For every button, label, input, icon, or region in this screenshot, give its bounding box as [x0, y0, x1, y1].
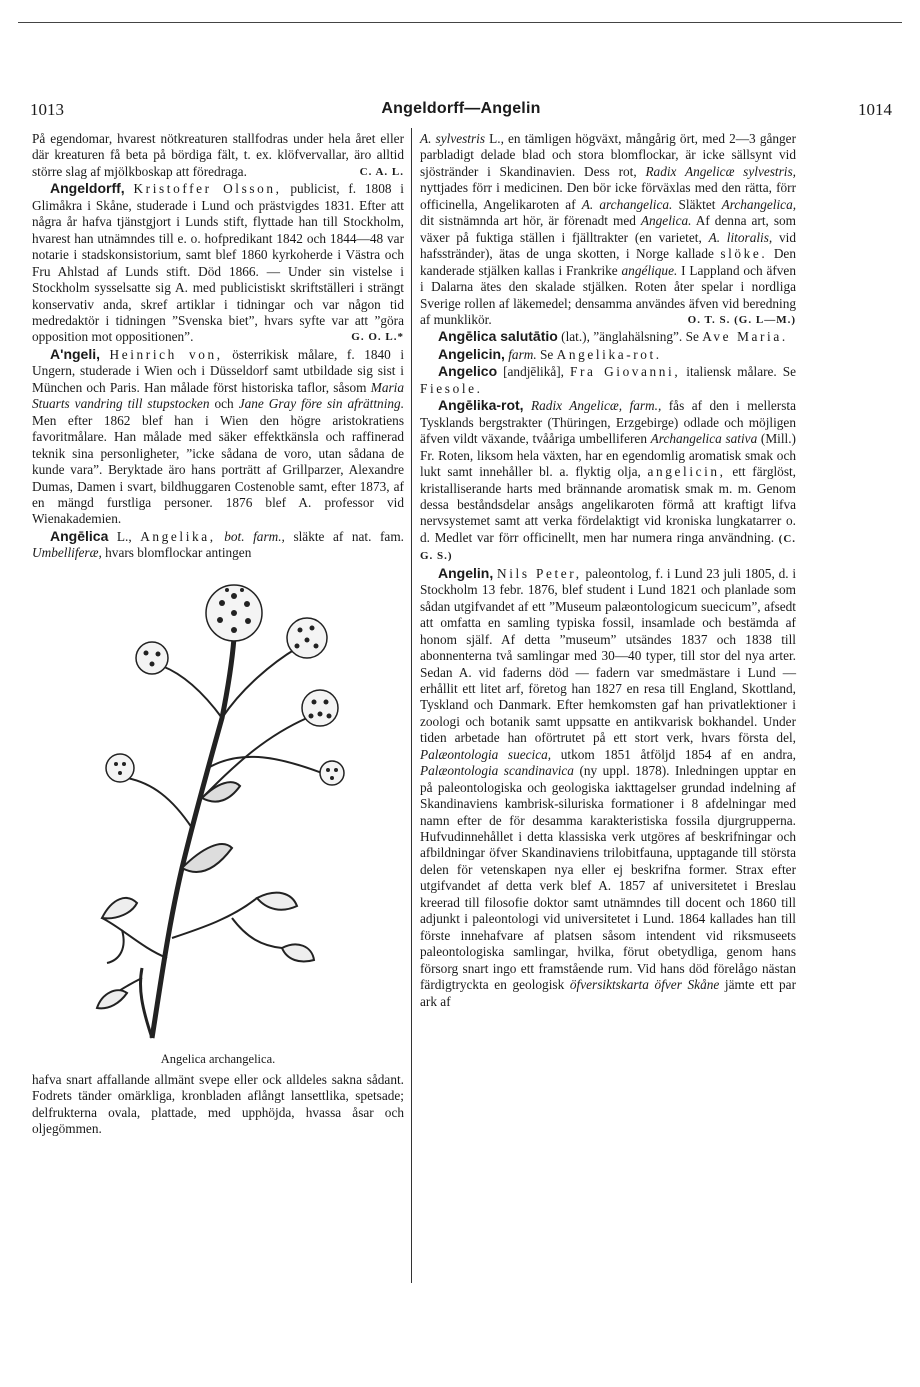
- entry-angelicin: [420, 346, 796, 363]
- entry-text: och: [214, 396, 234, 412]
- drug-name: Radix Angelicæ, farm.,: [531, 398, 662, 414]
- entry-text: dit sistnämnda art hör, är förenadt med: [420, 213, 636, 229]
- entry-text: L., en tämligen högväxt, mångårig ört, med 2—3 gånger parbladigt delade blad och stora blomflockar, är icke sällsynt vid sjöstränder i Skandinavien. Dess rot,: [420, 131, 796, 179]
- entry-text: hvars blomflockar antingen: [105, 545, 252, 561]
- entry-sylvestris: [420, 131, 796, 328]
- work-title: Palæontologia scandinavica: [420, 763, 574, 779]
- entry-angelica: [32, 528, 404, 562]
- entry-text: (Mill.) Fr. Roten, liksom hela växten, har en egendomlig aromatisk smak och lukt samt innehåller bl. a. flyktig olja,: [420, 431, 796, 480]
- entry-text: publicist, f. 1808 i Glimåkra i Skåne, studerade i Lund och prästvigdes 1831. Efter att några år hafva tjänstgjort i Lunds stift, flyttade han till Stockholm, hvarest han utnämndes till e. o. hofpredikant 1842 och 1844—48 var notarie i stadskonsistorium, samt blef 1860 kyrkoherde i Västra och Fru Ahlstad af Lunds stift. Död 1866. — Under sin vistelse i Stockholm sysselsatte sig A. med publicistiskt skriftställeri i strängt konservativ anda, skref artiklar i tidningar och var någon tid medredaktör i tidningen ”Svenska biet”, hvars syfte var att ”göra opposition mot oppositionen”.: [32, 181, 405, 345]
- term-spaced: angelicin,: [647, 464, 726, 480]
- entry-text: fås af den i mellersta Tysklands bergstrakter (Thüringen, Erzgebirge) odlade och möjligen äfven vildt växande, tvååriga umbelliferen: [420, 398, 796, 447]
- person-name: Fra Giovanni,: [569, 364, 681, 380]
- person-name: Nils Peter,: [497, 565, 582, 581]
- entry-text: österrikisk målare, f. 1840 i Ungern, studerade i Wien och i Düsseldorf samt utbildade sig sist i München och Paris. Han målade först historiska taflor, såsom: [32, 346, 405, 395]
- entry-text: L.,: [116, 528, 132, 544]
- field-abbrev: bot. farm.,: [224, 528, 285, 544]
- headword: Angelin,: [438, 564, 494, 581]
- plant-illustration: [32, 568, 404, 1068]
- work-title: öfversiktskarta öfver Skåne: [569, 977, 720, 993]
- top-rule: [18, 22, 902, 23]
- entry-angeldorff: [32, 180, 404, 346]
- field-abbrev: farm.: [508, 346, 537, 362]
- work-title: Palæontologia suecica,: [420, 746, 552, 762]
- entry-angelin: [420, 565, 796, 1010]
- right-column: [420, 131, 796, 1010]
- headword: Angēlica: [50, 527, 109, 544]
- entry-text: paleontolog, f. i Lund 23 juli 1805, d. i Stockholm 13 febr. 1876, blef student i Lund 1821 och planlade som sådan utgifvandet af ett ”Museum palæontologicum suecicum”, afsedt att omfatta en samling typiska fossil, insamlade och bestämda af honom själf. Af detta ”museum” utsändes 1837 och 1838 till abonnenterna två samlingar med 30—40 typer, till stor del nya arter. Sedan A. vid faderns död — fadern var smedmästare i Lund — erhållit ett litet arf, företog han 1827 en resa till England, Skottland, Tyskland och Danmark. Efter hemkomsten gaf han privatlektioner i zoologi och botanik samt uppsatte en antikvarisk bokhandel. Under tiden arbetade han oförtrutet på ett stort verk, hvars första del,: [420, 565, 797, 746]
- entry-signature: O. T. S. (G. L—M.): [687, 313, 796, 326]
- entry-text: (lat.), ”änglahälsning”. Se: [561, 329, 699, 345]
- entry-signature: C. A. L.: [359, 165, 404, 178]
- angelica-archangelica-drawing: [82, 568, 362, 1046]
- entry-angelica-continued: hafva snart affallande allmänt svepe eller ock alldeles sakna sådant. Fodrets tänder omärkliga, kronbladen aflångt lansettlika, spetsade; delfrukterna ovala, plattade, med upphöjda, hvassa åsar och oljegömmen.: [32, 1071, 404, 1137]
- entry-angeli: [32, 346, 404, 528]
- entry-salutatio: [420, 328, 796, 345]
- entry-text: Den kanderade stjälken kallas i Frankrike: [420, 246, 796, 278]
- term-spaced: Angelika,: [140, 528, 216, 544]
- figure-caption: Angelica archangelica.: [160, 1052, 276, 1067]
- entry-text: Af denna art, som växer på fuktiga ställen i fjälltrakter (en varietet,: [420, 213, 796, 245]
- entry-angelico: [420, 363, 796, 397]
- headword: Angēlika-rot,: [438, 397, 524, 414]
- entry-text: (ny uppl. 1878). Inledningen upptar en på paleontologiska och geologiska iakttagelser grundad indelning af Skandinaviens kambrisk-siluriska formationer i 8 afdelningar med namn efter de för desamma karakteristiska fossila djurgrupperna. Hufvudinnehållet i detta klassiska verk utgöres af beskrifningar och afbildningar öfver Skandinaviens trilobitfauna, upptagande till största delen för vetenskapen nya eller ej beskrifna former. Strax efter utgifvandet af detta verk blef A. 1857 af universitetet i Breslau kreerad till filosofie doktor samt utnämndes till docent och 1860 till adjunkt i paleontologi vid universitetet i Lund. 1864 kallades han till förste innehafvare af platsen såsom intendent vid riksmuseets paleontologiska samlingar, hvilka, förut obetydliga, genom hans försorg snart ingo ett framstående rum. Vid hans död förelågo nästan färdigtryckta en geologisk: [420, 763, 797, 993]
- species-name: A. archangelica.: [581, 196, 673, 212]
- drug-name: Radix Angelicæ sylvestris,: [645, 163, 796, 179]
- entry-angelika-rot: [420, 397, 796, 565]
- headword: Angelicin,: [438, 345, 505, 362]
- entry-text: På egendomar, hvarest nötkreaturen stallfodras under hela året eller där kreaturen få beta på bördiga fält, t. ex. klöfvervallar, äro alltid större slag af mjölkboskap att föredraga.: [32, 131, 404, 179]
- species-name: Archangelica sativa: [650, 431, 758, 447]
- left-column: [32, 131, 404, 1138]
- person-name: Heinrich von,: [109, 346, 223, 362]
- entry-text: italiensk målare. Se: [686, 364, 797, 380]
- headword: Angēlica salutātio: [438, 328, 558, 345]
- work-title: Maria Stuarts vandring till stupstocken: [32, 379, 404, 412]
- term-spaced: slöke.: [720, 246, 768, 262]
- french-term: angélique.: [621, 262, 678, 278]
- entry-text: ett färglöst, kristalliserande harts med brännande aromatisk smak m. m. Genom dessa beståndsdelar ansågs angelikaroten förmå att kraftigt lifva nervsystemet samt att verka fördelaktigt vid kroniska lungkatarrer o. d. Medlet var förr officinellt, men har numera ringa användning.: [420, 464, 797, 545]
- species-name: A. sylvestris: [420, 131, 486, 146]
- headword: Angelico: [438, 363, 498, 380]
- page-number-left: 1013: [30, 100, 64, 119]
- variety-name: A. litoralis,: [708, 229, 773, 245]
- genus-name: Archangelica,: [721, 196, 797, 212]
- pronunciation: [andjēlikå],: [503, 364, 565, 380]
- headword: Angeldorff,: [50, 180, 125, 197]
- cross-reference: Ave Maria.: [702, 329, 788, 345]
- entry-signature: (C. G. S.): [420, 532, 797, 563]
- entry-text: nyttjades förr i medicinen. Den bör icke förväxlas med den rätta, förr officinella, Angelikaroten af: [420, 180, 796, 212]
- page-header: [30, 100, 892, 124]
- running-title: Angeldorff—Angelin: [381, 100, 541, 117]
- entry-continuation: [32, 131, 404, 180]
- entry-text: Släktet: [678, 196, 716, 212]
- column-divider: [411, 128, 412, 1283]
- work-title: Jane Gray före sin afrättning.: [238, 396, 405, 412]
- entry-text: I Lappland och äfven i Dalarna ätes den skalade stjälken. Roten åter spelar i nordliga Sverige rollen af läkemedel; densamma användes äfven vid beredning af munklikör.: [420, 262, 796, 327]
- page-number-right: 1014: [858, 100, 892, 119]
- entry-text: släkte af nat. fam.: [293, 528, 404, 544]
- entry-text: utkom 1851 åtföljd 1854 af en andra,: [560, 746, 797, 762]
- genus-name: Angelica.: [640, 213, 692, 229]
- family-name: Umbelliferæ,: [32, 545, 102, 561]
- entry-text: vid hafsstränder), ätas de unga skotten, i Norge kallade: [420, 229, 797, 262]
- entry-text: Se: [540, 346, 554, 362]
- entry-text: Men efter 1862 blef han i Wien den högre aristokratiens favoritmålare. Han målade med säker effektkänsla och raffinerad teknik sina personligheter, ”icke sådana de voro, utan sådana de kunde vara”. Beryktade äro hans porträtt af Grillparzer, Alexandre Dumas, Damen i svart, bildhuggaren Costenoble samt, efter 1873, af en mängd furstliga personer. 1876 blef A. professor vid Wienakademien.: [32, 412, 404, 527]
- entry-signature: G. O. L.*: [351, 331, 404, 344]
- cross-reference: Fiesole.: [420, 380, 483, 396]
- cross-reference: Angelika-rot.: [556, 346, 662, 362]
- entry-text: jämte ett par ark af: [420, 977, 797, 1009]
- headword: A'ngeli,: [50, 345, 100, 362]
- person-name: Kristoffer Olsson,: [133, 181, 282, 197]
